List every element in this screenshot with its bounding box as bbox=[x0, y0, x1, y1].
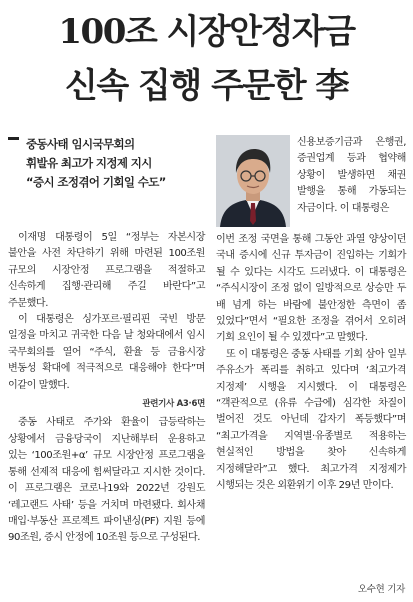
headline-line-2: 신속 집행 주문한 李 bbox=[65, 66, 348, 106]
body-paragraph: 중동 사태로 주가와 환율이 급등락하는 상황에서 금융당국이 지난해부터 운용하고 있는 ‘100조원+α’ 규모 시장안정 프로그램을 통해 선제적 대응에 힘써달라고 지시한 것이다. 이 프로그램은 코로나19와 2022년 강원도 ‘레고랜드 사태’ 등을 거치며 마련됐다. 회사채 매입·부동산 프로젝트 파이낸싱(PF) 지원 등에 90조원, 증시 안정에 10조원 등으로 구성된다. bbox=[8, 417, 205, 544]
subheadline-line-3: “증시 조정겪어 기회일 수도” bbox=[26, 175, 166, 189]
body-paragraph: 또 이 대통령은 중동 사태를 기회 삼아 일부 주유소가 폭리를 취하고 있다며 ‘최고가격 지정제’ 시행을 지시했다. 이 대통령은 “객관적으로 (유류 수급에) 심각한 차질이 벌어진 것도 아닌데 갑자기 폭등했다”며 “최고가격을 지역별·유종별로 적용하는 현실적인 방법을 찾아 신속하게 지정해달라”고 했다. 최고가격 지정제가 시행되는 것은 외환위기 이후 29년 만이다. bbox=[216, 348, 406, 492]
subheadline-line-1: 중동사태 임시국무회의 bbox=[26, 137, 135, 151]
related-articles-note: 관련기사 A3·6면 bbox=[142, 399, 205, 410]
president-photo bbox=[216, 135, 290, 227]
body-column-left bbox=[8, 230, 205, 547]
body-paragraph: 이 대통령은 싱가포르·필리핀 국빈 방문 일정을 마치고 귀국한 다음 날 청와대에서 임시 국무회의를 열어 “주식, 환율 등 금융시장 변동성 확대에 적극적으로 대응해야 한다”며 이같이 말했다. bbox=[8, 314, 205, 391]
person-portrait-icon bbox=[216, 135, 290, 227]
byline: 오수현 기자 bbox=[357, 584, 405, 595]
body-column-right bbox=[216, 232, 406, 495]
body-column-right-top: 신용보증기금과 은행권, 증권업계 등과 협약해 상황이 발생하면 채권 발행을 통해 가동되는 자금이다. 이 대통령은 bbox=[297, 137, 406, 214]
body-paragraph: 이번 조정 국면을 통해 그동안 과열 양상이던 국내 증시에 신규 투자금이 진입하는 기회가 될 수 있다는 시각도 드러냈다. 이 대통령은 “주식시장이 조정 없이 일방적으로 상승만 두 배 넘게 하는 바람에 불안정한 측면이 좀 있었다”면서 “필요한 조정을 겪어서 오히려 기회 요인이 될 수 있겠다”고 말했다. bbox=[216, 234, 406, 344]
body-paragraph: 이재명 대통령이 5일 “정부는 자본시장 불안을 사전 차단하기 위해 마련된 100조원 규모의 시장안정 프로그램을 적절하고 신속하게 집행·관리해 주길 바란다”고 주문했다. bbox=[8, 232, 205, 309]
subheadline bbox=[8, 135, 208, 192]
subheadline-line-2: 휘발유 최고가 지정제 지시 bbox=[26, 156, 152, 170]
headline-line-1: 100조 시장안정자금 bbox=[58, 12, 355, 52]
